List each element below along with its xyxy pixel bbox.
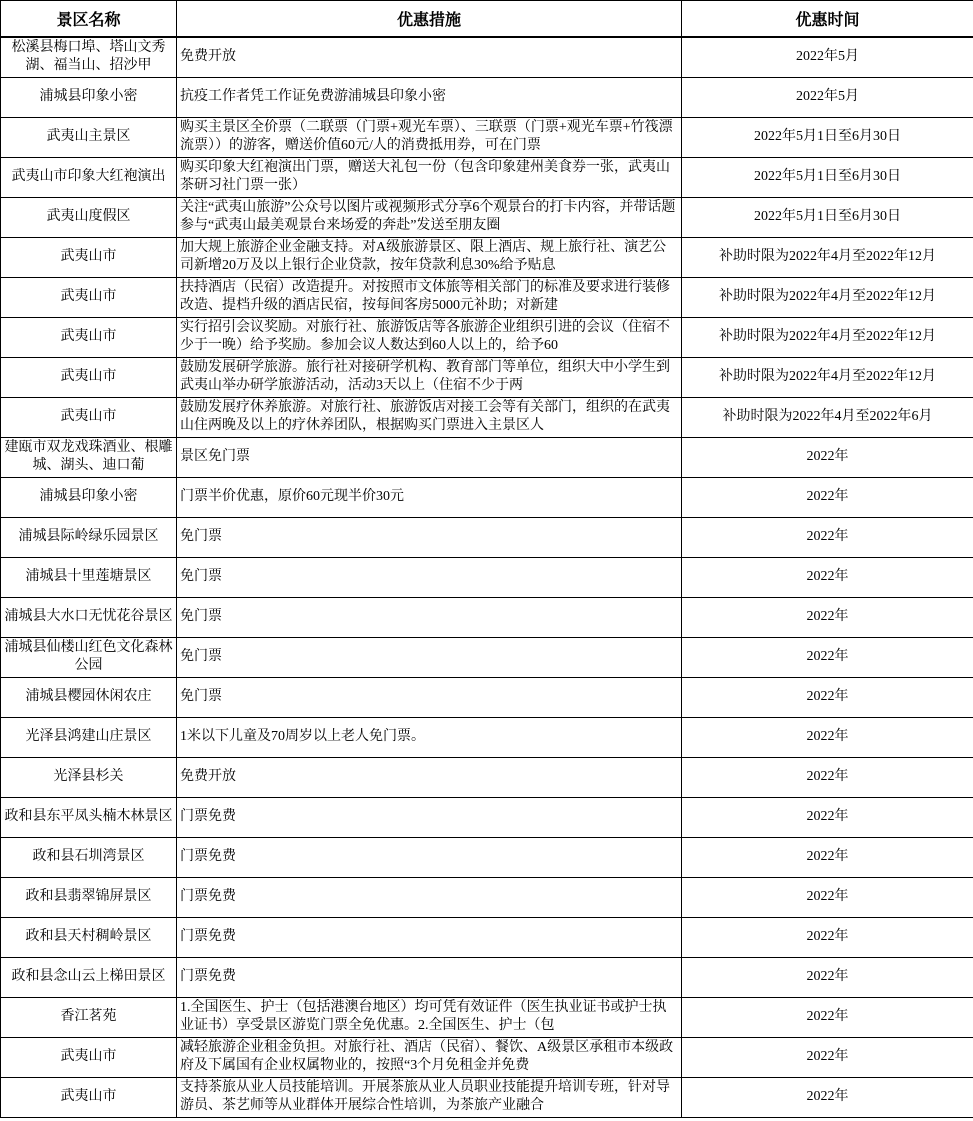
table-row bbox=[1, 397, 973, 437]
discount-measure-cell bbox=[177, 997, 682, 1037]
scenic-area-name-cell bbox=[1, 797, 177, 837]
discount-measure-text: 购买主景区全价票（二联票（门票+观光车票）、三联票（门票+观光车票+竹筏漂流票））的游客，赠送价值60元/人的消费抵用券，可在门票 bbox=[180, 120, 673, 153]
table-row bbox=[1, 517, 973, 557]
discount-measure-text: 免门票 bbox=[180, 649, 222, 664]
discount-time-text: 2022年 bbox=[806, 969, 849, 984]
scenic-area-name-text: 武夷山市 bbox=[60, 409, 117, 424]
discount-measure-cell bbox=[177, 877, 682, 917]
scenic-area-name-text: 政和县念山云上梯田景区 bbox=[11, 969, 166, 984]
scenic-area-name-cell bbox=[1, 1037, 177, 1077]
discount-measure-cell bbox=[177, 717, 682, 757]
discount-measure-cell bbox=[177, 957, 682, 997]
discount-time-text: 2022年 bbox=[806, 449, 849, 464]
scenic-area-name-text: 政和县东平凤头楠木林景区 bbox=[4, 809, 173, 824]
discount-measure-cell bbox=[177, 357, 682, 397]
scenic-area-name-cell bbox=[1, 997, 177, 1037]
scenic-area-name-text: 松溪县梅口埠、塔山文秀湖、福当山、招沙甲 bbox=[11, 40, 166, 74]
scenic-area-name-cell bbox=[1, 557, 177, 597]
table-row bbox=[1, 157, 973, 197]
scenic-area-name-text: 武夷山主景区 bbox=[46, 129, 131, 144]
discount-time-text: 2022年 bbox=[806, 1089, 849, 1104]
discount-time-text: 2022年5月1日至6月30日 bbox=[754, 169, 901, 184]
discount-measure-cell bbox=[177, 277, 682, 317]
scenic-area-name-text: 光泽县鸿建山庄景区 bbox=[25, 729, 152, 744]
discount-time-text: 2022年5月 bbox=[796, 49, 859, 65]
discount-measure-text: 实行招引会议奖励。对旅行社、旅游饭店等各旅游企业组织引进的会议（住宿不少于一晚）给予奖励。参加会议人数达到60人以上的，给予60 bbox=[180, 320, 670, 353]
discount-time-cell bbox=[682, 317, 973, 357]
table-body bbox=[1, 37, 973, 1117]
scenic-area-name-text: 浦城县十里莲塘景区 bbox=[25, 569, 152, 584]
discount-time-text: 2022年 bbox=[806, 1049, 849, 1064]
discount-measure-text: 免门票 bbox=[180, 609, 222, 624]
scenic-area-name-text: 武夷山市印象大红袍演出 bbox=[11, 169, 166, 184]
scenic-area-name-cell bbox=[1, 77, 177, 117]
table-row bbox=[1, 597, 973, 637]
discount-time-cell bbox=[682, 677, 973, 717]
table-row bbox=[1, 797, 973, 837]
scenic-area-name-cell bbox=[1, 597, 177, 637]
discount-time-cell bbox=[682, 477, 973, 517]
scenic-area-name-text: 浦城县印象小密 bbox=[39, 489, 138, 504]
scenic-area-name-text: 建瓯市双龙戏珠酒业、根雕城、湖头、迪口葡 bbox=[4, 440, 173, 473]
table-row bbox=[1, 957, 973, 997]
discount-time-text: 2022年 bbox=[806, 649, 849, 664]
table-row bbox=[1, 477, 973, 517]
scenic-area-name-cell bbox=[1, 957, 177, 997]
discount-time-cell bbox=[682, 117, 973, 157]
discount-time-text: 2022年 bbox=[806, 689, 849, 704]
discount-measure-text: 门票免费 bbox=[180, 809, 236, 824]
table-row bbox=[1, 197, 973, 237]
discount-time-cell bbox=[682, 437, 973, 477]
discount-time-cell bbox=[682, 557, 973, 597]
scenic-area-name-cell bbox=[1, 197, 177, 237]
discount-measure-cell bbox=[177, 597, 682, 637]
table-row bbox=[1, 877, 973, 917]
table-row bbox=[1, 117, 973, 157]
discount-time-cell bbox=[682, 157, 973, 197]
discount-measure-text: 免费开放 bbox=[180, 769, 236, 784]
scenic-area-name-text: 武夷山市 bbox=[60, 329, 117, 344]
discount-time-cell bbox=[682, 237, 973, 277]
discount-time-text: 2022年 bbox=[806, 609, 849, 624]
scenic-area-name-cell bbox=[1, 877, 177, 917]
scenic-area-name-text: 政和县石圳湾景区 bbox=[32, 849, 145, 864]
header-discount-measure: 优惠措施 bbox=[177, 1, 682, 38]
discount-time-text: 2022年 bbox=[806, 529, 849, 544]
discount-measure-text: 免门票 bbox=[180, 689, 222, 704]
scenic-area-name-cell bbox=[1, 917, 177, 957]
discount-time-cell bbox=[682, 597, 973, 637]
discount-measure-text: 扶持酒店（民宿）改造提升。对按照市文体旅等相关部门的标准及要求进行装修改造、提档升级的酒店民宿，按每间客房5000元补助；对新建 bbox=[180, 280, 670, 313]
scenic-area-name-text: 武夷山度假区 bbox=[46, 209, 131, 224]
discount-measure-text: 购买印象大红袍演出门票，赠送大礼包一份（包含印象建州美食券一张，武夷山茶研习社门票一张） bbox=[180, 160, 670, 193]
discount-time-text: 2022年 bbox=[806, 729, 849, 744]
discount-time-cell bbox=[682, 357, 973, 397]
table-row bbox=[1, 917, 973, 957]
scenic-area-name-cell bbox=[1, 317, 177, 357]
scenic-area-name-cell bbox=[1, 237, 177, 277]
scenic-area-name-text: 武夷山市 bbox=[60, 369, 117, 384]
table-row bbox=[1, 317, 973, 357]
discount-measure-text: 关注“武夷山旅游”公众号以图片或视频形式分享6个观景台的打卡内容，并带话题参与“武夷山最美观景台来场爱的奔赴”发送至朋友圈 bbox=[180, 200, 676, 233]
discount-time-text: 2022年5月1日至6月30日 bbox=[754, 209, 901, 224]
discount-measure-text: 鼓励发展疗休养旅游。对旅行社、旅游饭店对接工会等有关部门，组织的在武夷山住两晚及以上的疗休养团队，根据购买门票进入主景区人 bbox=[180, 400, 670, 433]
discount-measure-text: 免门票 bbox=[180, 529, 222, 544]
scenic-area-name-text: 浦城县樱园休闲农庄 bbox=[25, 689, 152, 704]
table-header bbox=[1, 1, 973, 38]
table-row bbox=[1, 637, 973, 677]
scenic-area-name-cell bbox=[1, 517, 177, 557]
table-row bbox=[1, 237, 973, 277]
discount-time-cell bbox=[682, 37, 973, 77]
discount-measure-cell bbox=[177, 477, 682, 517]
scenic-area-name-cell bbox=[1, 397, 177, 437]
discount-time-cell bbox=[682, 837, 973, 877]
discount-measure-text: 加大规上旅游企业金融支持。对A级旅游景区、限上酒店、规上旅行社、演艺公司新增20万及以上银行企业贷款，按年贷款利息30%给予贴息 bbox=[180, 240, 667, 273]
discount-time-text: 2022年 bbox=[806, 889, 849, 904]
table-row bbox=[1, 717, 973, 757]
scenic-area-name-cell bbox=[1, 477, 177, 517]
table-row bbox=[1, 77, 973, 117]
discount-measure-text: 门票免费 bbox=[180, 889, 236, 904]
discount-measure-cell bbox=[177, 1077, 682, 1117]
header-discount-time: 优惠时间 bbox=[682, 1, 973, 38]
scenic-area-name-text: 浦城县际岭绿乐园景区 bbox=[18, 529, 159, 544]
scenic-area-name-text: 香江茗苑 bbox=[60, 1009, 117, 1024]
discount-time-text: 补助时限为2022年4月至2022年12月 bbox=[719, 249, 936, 264]
discount-time-text: 2022年 bbox=[806, 929, 849, 944]
scenic-area-name-cell bbox=[1, 37, 177, 77]
scenic-area-name-cell bbox=[1, 277, 177, 317]
discount-time-cell bbox=[682, 77, 973, 117]
table-row bbox=[1, 557, 973, 597]
discount-measure-cell bbox=[177, 637, 682, 677]
discount-measure-text: 免费开放 bbox=[180, 49, 236, 65]
header-scenic-area-name: 景区名称 bbox=[1, 1, 177, 38]
discount-measure-cell bbox=[177, 757, 682, 797]
table-row bbox=[1, 437, 973, 477]
discount-time-text: 2022年 bbox=[806, 569, 849, 584]
scenic-area-name-text: 政和县翡翠锦屏景区 bbox=[25, 889, 152, 904]
discount-time-cell bbox=[682, 277, 973, 317]
discount-measure-text: 1.全国医生、护士（包括港澳台地区）均可凭有效证件（医生执业证书或护士执业证书）享受景区游览门票全免优惠。2.全国医生、护士（包 bbox=[180, 1000, 667, 1033]
discount-measure-text: 门票免费 bbox=[180, 929, 236, 944]
discount-measure-text: 景区免门票 bbox=[180, 449, 250, 464]
scenic-area-name-cell bbox=[1, 117, 177, 157]
discount-measure-cell bbox=[177, 677, 682, 717]
scenic-area-name-text: 武夷山市 bbox=[60, 249, 117, 264]
discount-measure-cell bbox=[177, 797, 682, 837]
scenic-area-name-cell bbox=[1, 157, 177, 197]
discount-measure-text: 抗疫工作者凭工作证免费游浦城县印象小密 bbox=[180, 89, 446, 104]
scenic-area-name-text: 政和县天村稠岭景区 bbox=[25, 929, 152, 944]
table-row bbox=[1, 757, 973, 797]
discount-time-cell bbox=[682, 917, 973, 957]
discount-measure-text: 门票免费 bbox=[180, 849, 236, 864]
scenic-area-name-cell bbox=[1, 357, 177, 397]
discount-time-cell bbox=[682, 997, 973, 1037]
discount-time-cell bbox=[682, 717, 973, 757]
scenic-area-name-cell bbox=[1, 677, 177, 717]
discount-measure-text: 支持茶旅从业人员技能培训。开展茶旅从业人员职业技能提升培训专班，针对导游员、茶艺师等从业群体开展综合性培训，为茶旅产业融合 bbox=[180, 1080, 670, 1113]
discount-time-cell bbox=[682, 957, 973, 997]
table-row bbox=[1, 37, 973, 77]
discount-time-cell bbox=[682, 637, 973, 677]
discount-time-text: 补助时限为2022年4月至2022年12月 bbox=[719, 289, 936, 304]
scenic-area-name-text: 浦城县印象小密 bbox=[39, 89, 138, 104]
discount-measure-cell bbox=[177, 397, 682, 437]
discount-time-cell bbox=[682, 197, 973, 237]
discount-measure-cell bbox=[177, 517, 682, 557]
discount-time-cell bbox=[682, 877, 973, 917]
discount-measure-cell bbox=[177, 237, 682, 277]
discount-measure-cell bbox=[177, 157, 682, 197]
discount-measure-text: 门票半价优惠，原价60元现半价30元 bbox=[180, 489, 404, 504]
discount-time-text: 补助时限为2022年4月至2022年6月 bbox=[722, 409, 933, 424]
discount-measure-cell bbox=[177, 1037, 682, 1077]
discount-measure-text: 免门票 bbox=[180, 569, 222, 584]
scenic-area-name-text: 浦城县大水口无忧花谷景区 bbox=[4, 609, 173, 624]
table-row bbox=[1, 837, 973, 877]
discount-measure-cell bbox=[177, 837, 682, 877]
discount-measure-text: 门票免费 bbox=[180, 969, 236, 984]
discount-time-text: 补助时限为2022年4月至2022年12月 bbox=[719, 329, 936, 344]
discount-time-text: 2022年 bbox=[806, 489, 849, 504]
scenic-area-name-text: 武夷山市 bbox=[60, 289, 117, 304]
scenic-area-name-text: 武夷山市 bbox=[60, 1049, 117, 1064]
discount-measure-cell bbox=[177, 917, 682, 957]
discount-time-cell bbox=[682, 1037, 973, 1077]
discount-time-text: 2022年5月 bbox=[796, 89, 859, 104]
discount-measure-cell bbox=[177, 557, 682, 597]
discount-measure-text: 减轻旅游企业租金负担。对旅行社、酒店（民宿）、餐饮、A级景区承租市本级政府及下属国有企业权属物业的，按照“3个月免租金并免费 bbox=[180, 1040, 674, 1073]
table-row bbox=[1, 677, 973, 717]
header-row bbox=[1, 1, 973, 38]
discount-measure-cell bbox=[177, 77, 682, 117]
discount-measure-text: 鼓励发展研学旅游。旅行社对接研学机构、教育部门等单位，组织大中小学生到武夷山举办研学旅游活动，活动3天以上（住宿不少于两 bbox=[180, 360, 670, 393]
discount-measure-cell bbox=[177, 37, 682, 77]
scenic-area-name-cell bbox=[1, 637, 177, 677]
discount-time-text: 补助时限为2022年4月至2022年12月 bbox=[719, 369, 936, 384]
discount-measure-text: 1米以下儿童及70周岁以上老人免门票。 bbox=[180, 729, 425, 744]
discount-measure-cell bbox=[177, 437, 682, 477]
scenic-area-name-cell bbox=[1, 757, 177, 797]
table-row bbox=[1, 357, 973, 397]
table-row bbox=[1, 1077, 973, 1117]
discount-time-cell bbox=[682, 397, 973, 437]
scenic-area-name-cell bbox=[1, 1077, 177, 1117]
scenic-area-name-text: 浦城县仙楼山红色文化森林公园 bbox=[4, 640, 173, 673]
discount-measure-cell bbox=[177, 317, 682, 357]
discount-time-cell bbox=[682, 757, 973, 797]
discount-time-text: 2022年5月1日至6月30日 bbox=[754, 129, 901, 144]
scenic-area-name-cell bbox=[1, 717, 177, 757]
discount-time-cell bbox=[682, 797, 973, 837]
scenic-area-name-cell bbox=[1, 437, 177, 477]
discount-time-text: 2022年 bbox=[806, 809, 849, 824]
discount-measure-cell bbox=[177, 197, 682, 237]
discount-measure-cell bbox=[177, 117, 682, 157]
scenic-area-name-text: 光泽县杉关 bbox=[53, 769, 124, 784]
table-row bbox=[1, 997, 973, 1037]
discount-time-text: 2022年 bbox=[806, 1009, 849, 1024]
discount-time-cell bbox=[682, 517, 973, 557]
discount-time-text: 2022年 bbox=[806, 769, 849, 784]
table-row bbox=[1, 1037, 973, 1077]
scenic-area-name-cell bbox=[1, 837, 177, 877]
table-row bbox=[1, 277, 973, 317]
discount-time-cell bbox=[682, 1077, 973, 1117]
discount-time-text: 2022年 bbox=[806, 849, 849, 864]
scenic-area-name-text: 武夷山市 bbox=[60, 1089, 117, 1104]
